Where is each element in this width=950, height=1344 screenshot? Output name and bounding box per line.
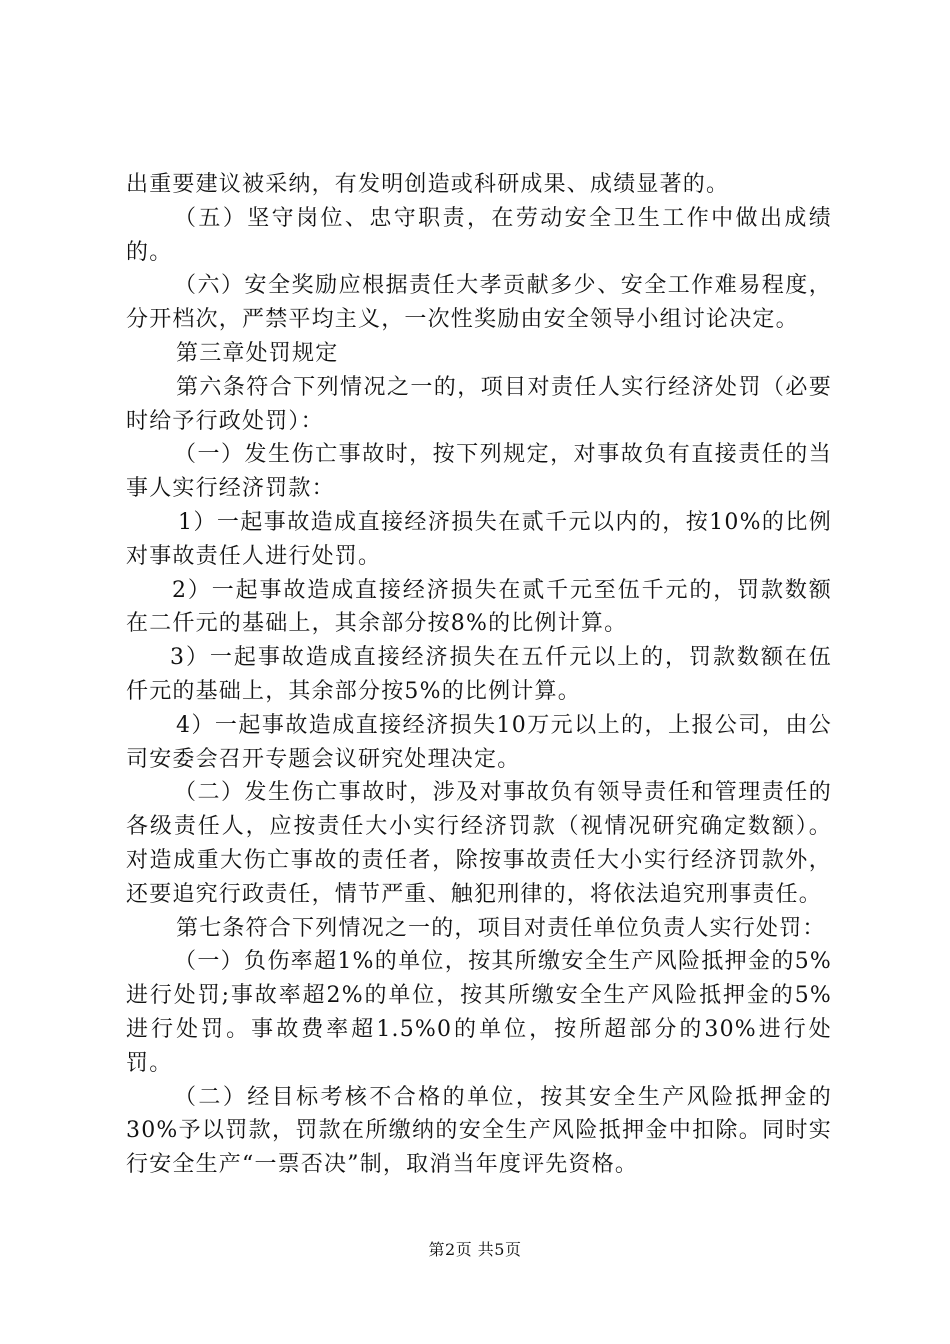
paragraph-item-6: （六）安全奖励应根据责任大孝贡献多少、安全工作难易程度，分开档次，严禁平均主义，一次性奖励由安全领导小组讨论决定。 [126, 273, 832, 333]
article-6-item-1: （一）发生伤亡事故时，按下列规定，对事故负有直接责任的当事人实行经济罚款： [126, 442, 832, 502]
article-6: 第六条符合下列情况之一的，项目对责任人实行经济处罚（必要时给予行政处罚）： [126, 374, 832, 434]
chapter-heading: 第三章处罚规定 [176, 340, 339, 366]
article-7: 第七条符合下列情况之一的，项目对责任单位负责人实行处罚： [176, 915, 826, 941]
page-number: 第2页 共5页 [428, 1240, 522, 1259]
paragraph-continued: 出重要建议被采纳，有发明创造或科研成果、成绩显著的。 [126, 172, 730, 197]
sub-item-4: 4）一起事故造成直接经济损失10万元以上的，上报公司，由公司安委会召开专题会议研究处理决定。 [126, 712, 832, 772]
sub-item-3: 3）一起事故造成直接经济损失在五仟元以上的，罚款数额在伍仟元的基础上，其余部分按5%的比例计算。 [126, 645, 832, 704]
article-6-item-2: （二）发生伤亡事故时，涉及对事故负有领导责任和管理责任的各级责任人，应按责任大小实行经济罚款（视情况研究确定数额）。对造成重大伤亡事故的责任者，除按事故责任大小实行经济罚款外，还要追究行政责任，情节严重、触犯刑律的，将依法追究刑事责任。 [126, 780, 832, 907]
sub-item-2: 2）一起事故造成直接经济损失在贰千元至伍千元的，罚款数额在二仟元的基础上，其余部分按8%的比例计算。 [126, 577, 832, 637]
article-7-item-2: （二）经目标考核不合格的单位，按其安全生产风险抵押金的30%予以罚款，罚款在所缴纳的安全生产风险抵押金中扣除。同时实行安全生产“一票否决”制，取消当年度评先资格。 [126, 1084, 832, 1178]
sub-item-1: 1）一起事故造成直接经济损失在贰千元以内的，按10%的比例对事故责任人进行处罚。 [126, 509, 832, 569]
paragraph-item-5: （五）坚守岗位、忠守职责，在劳动安全卫生工作中做出成绩的。 [126, 205, 832, 265]
document-body [126, 168, 832, 1182]
article-7-item-1: （一）负伤率超1%的单位，按其所缴安全生产风险抵押金的5%进行处罚;事故率超2%的单位，按其所缴安全生产风险抵押金的5%进行处罚。事故费率超1.5%0的单位，按所超部分的30%进行处罚。 [126, 949, 832, 1076]
